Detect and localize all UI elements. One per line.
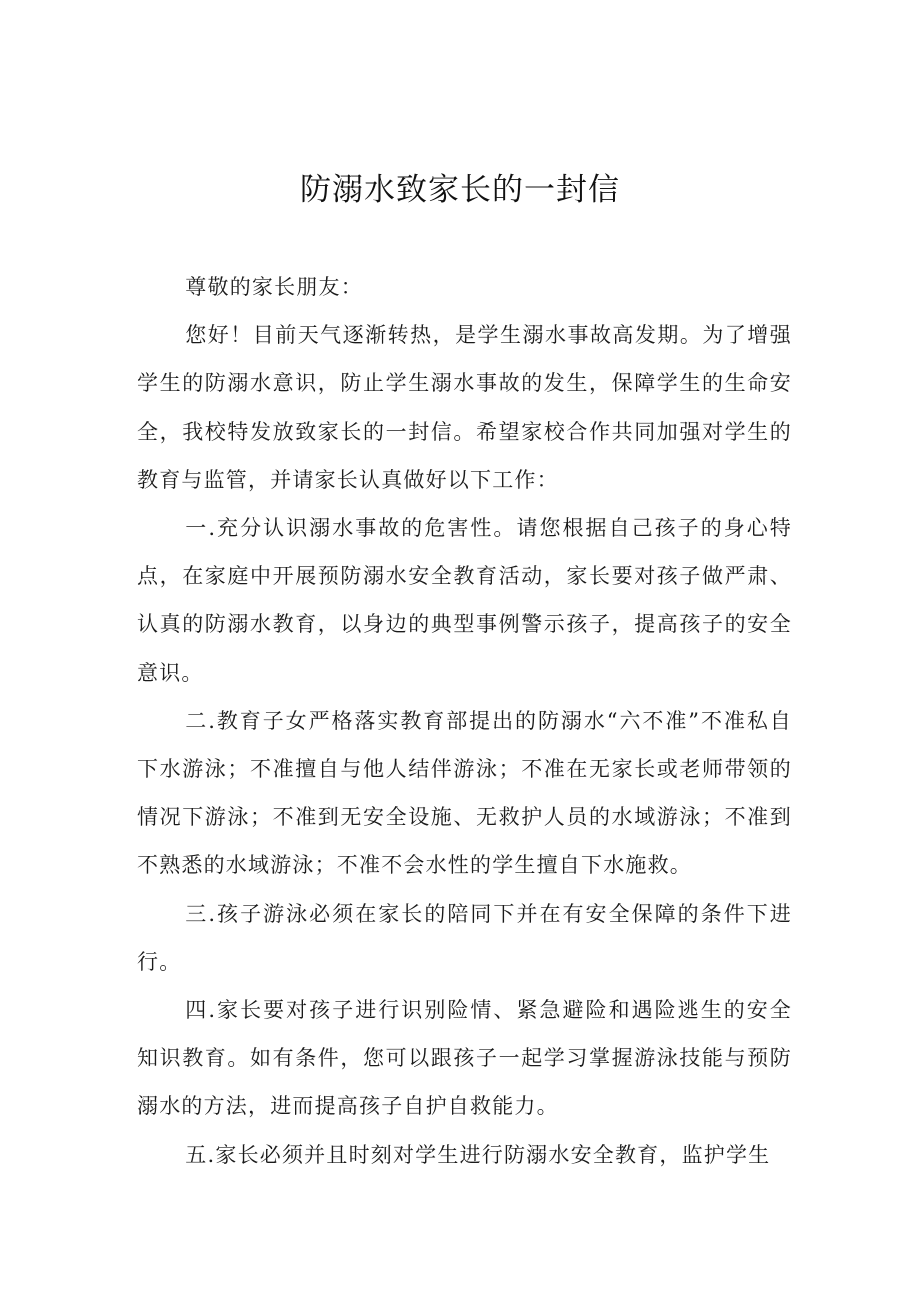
document-body: [137, 263, 792, 1179]
paragraph-item-4: 四.家长要对孩子进行识别险情、紧急避险和遇险逃生的安全知识教育。如有条件，您可以跟孩子一起学习掌握游泳技能与预防溺水的方法，进而提高孩子自护自救能力。: [137, 998, 792, 1119]
paragraph-greeting: 您好！目前天气逐渐转热，是学生溺水事故高发期。为了增强学生的防溺水意识，防止学生溺水事故的发生，保障学生的生命安全，我校特发放致家长的一封信。希望家校合作共同加强对学生的教育与监管，并请家长认真做好以下工作：: [137, 323, 792, 492]
paragraph-item-1: 一.充分认识溺水事故的危害性。请您根据自己孩子的身心特点，在家庭中开展预防溺水安全教育活动，家长要对孩子做严肃、认真的防溺水教育，以身边的典型事例警示孩子，提高孩子的安全意识。: [137, 516, 792, 685]
paragraph-item-5: 五.家长必须并且时刻对学生进行防溺水安全教育，监护学生: [185, 1142, 771, 1167]
paragraph-item-2: 二.教育子女严格落实教育部提出的防溺水“六不准”不准私自下水游泳；不准擅自与他人结伴游泳；不准在无家长或老师带领的情况下游泳；不准到无安全设施、无救护人员的水域游泳；不准到不熟悉的水域游泳；不准不会水性的学生擅自下水施救。: [137, 708, 792, 878]
paragraph-item-3: 三.孩子游泳必须在家长的陪同下并在有安全保障的条件下进行。: [137, 901, 792, 974]
document-title: 防溺水致家长的一封信: [300, 172, 620, 208]
salutation: 尊敬的家长朋友：: [185, 275, 363, 299]
